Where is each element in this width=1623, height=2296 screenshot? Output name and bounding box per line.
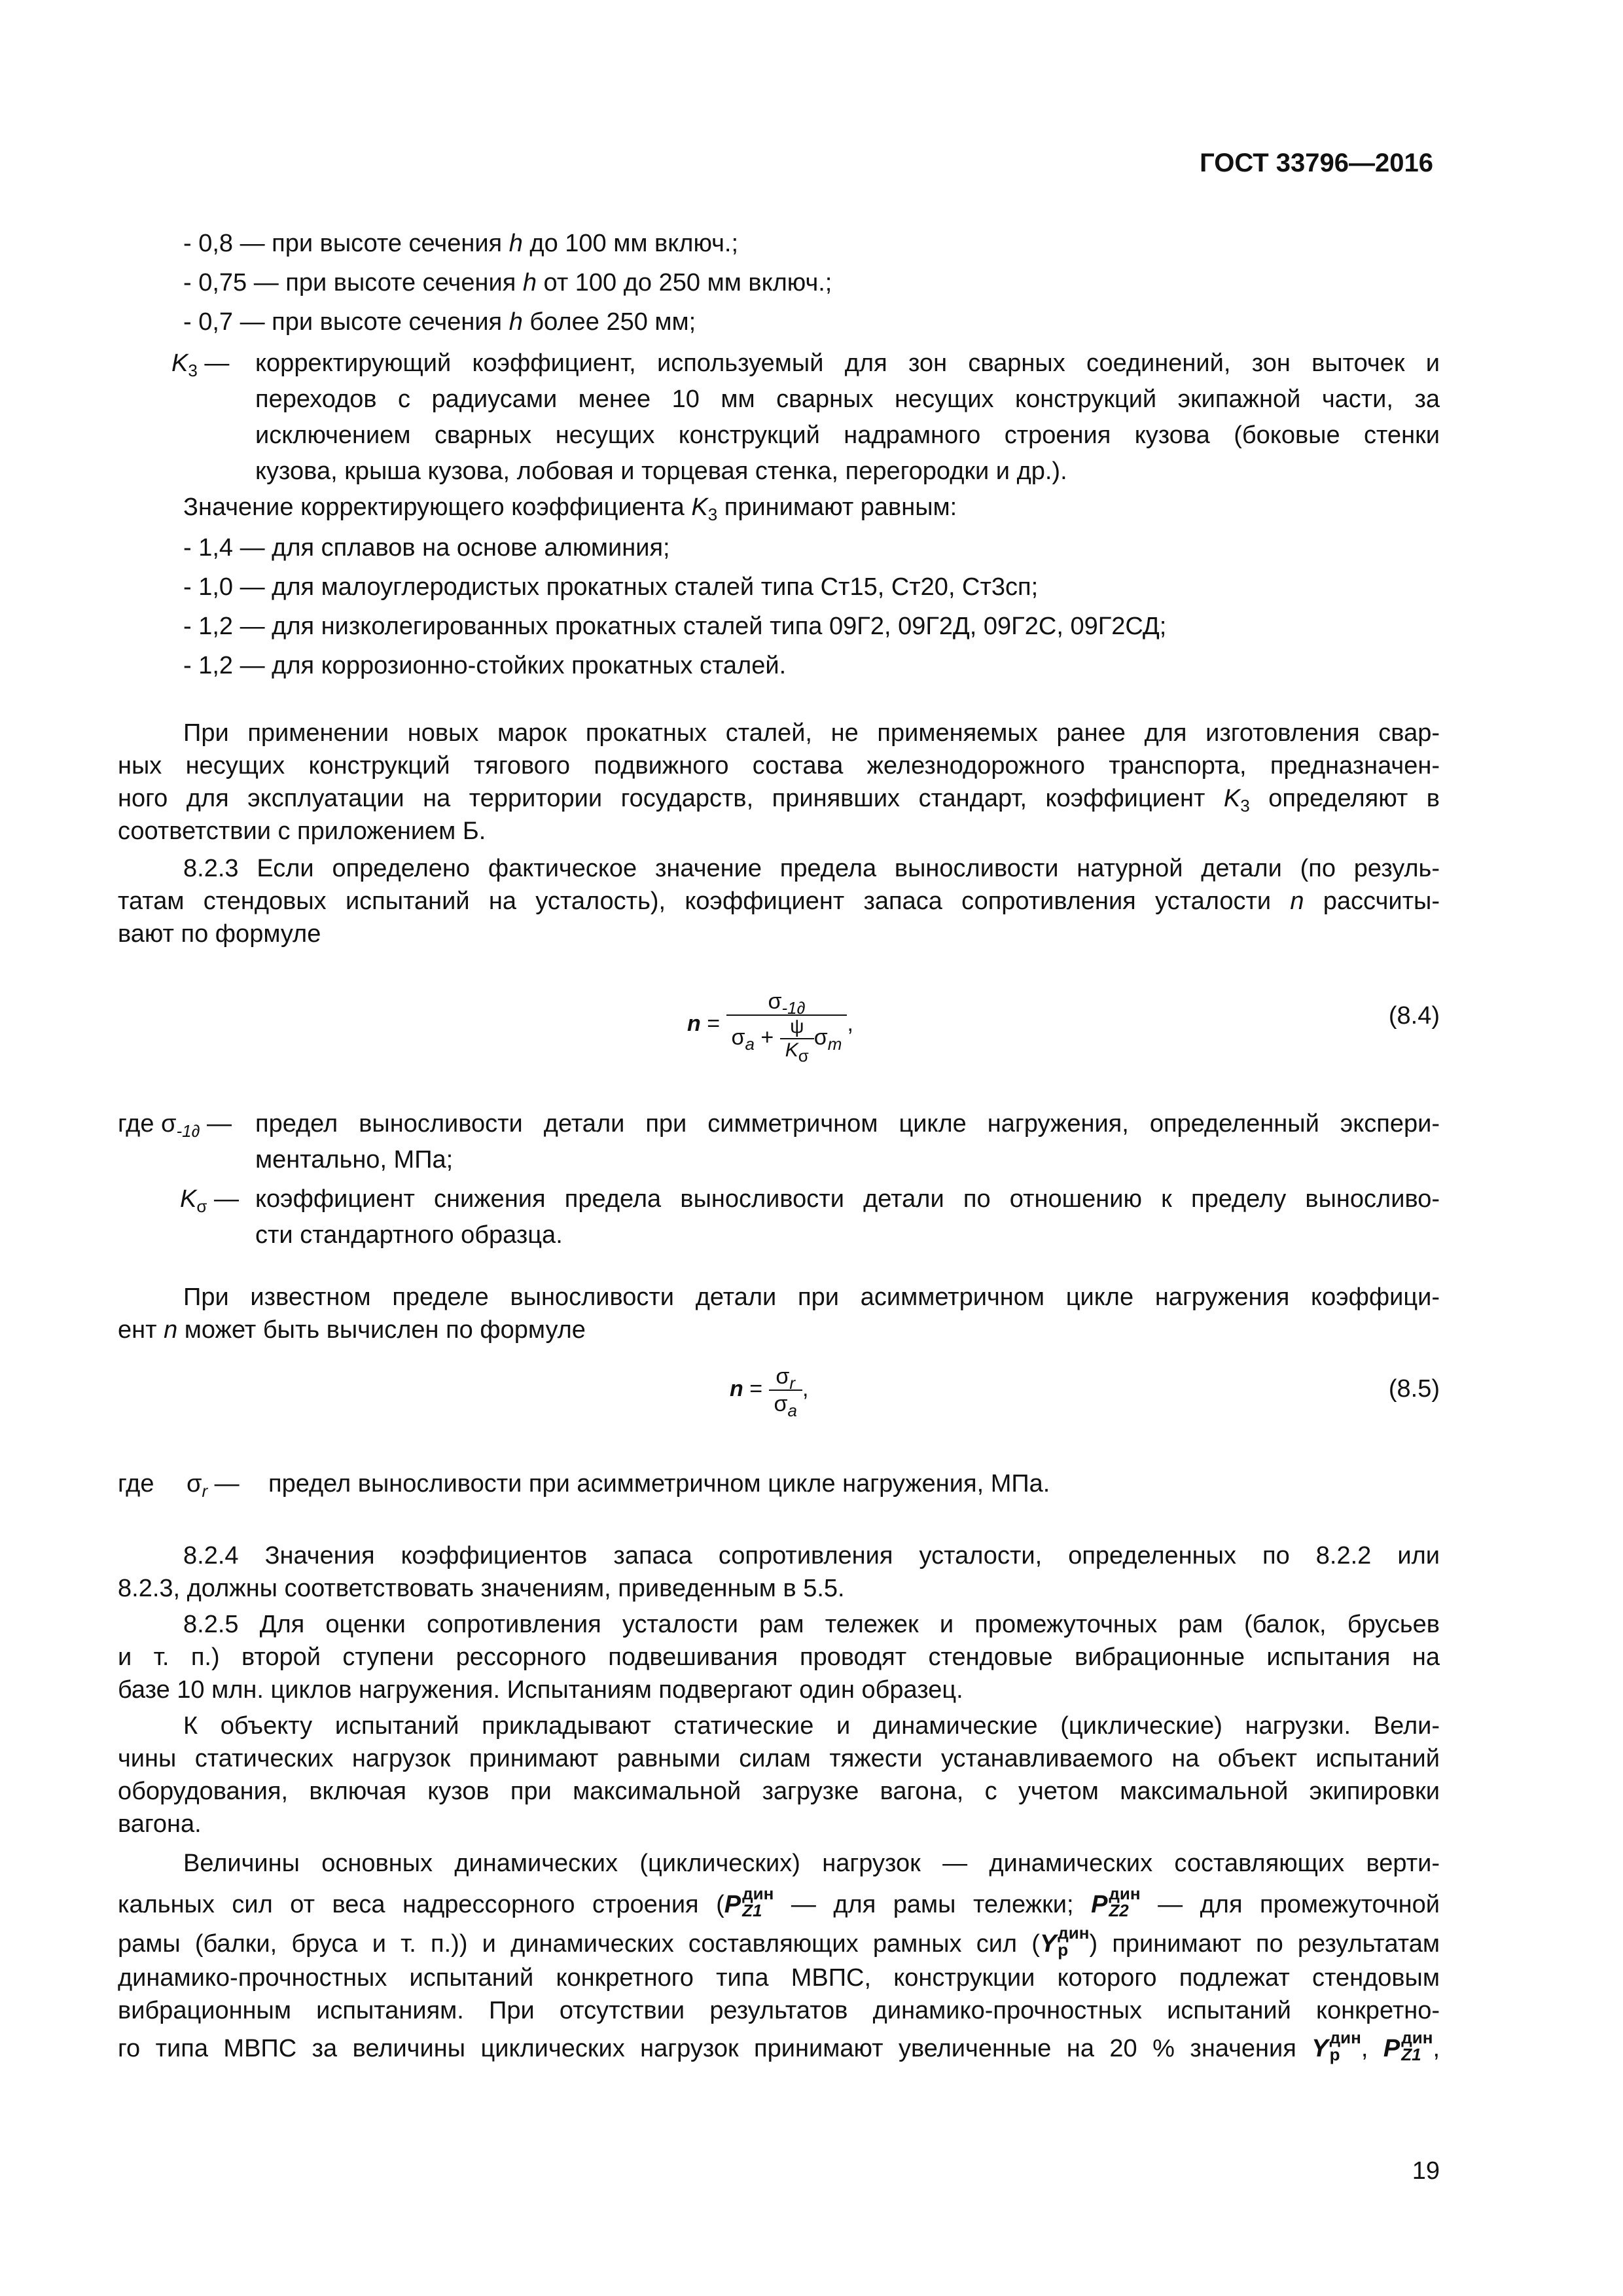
paragraph-line: вают по формуле [118,920,321,948]
sigma-r-symbol: $\sigma_r$ — [187,1470,240,1501]
paragraph-line: При применении новых марок прокатных сталей, не применяемых ранее для изготовления свар- [183,719,1440,747]
paragraph-line: кальных сил от веса надрессорного строения (P дин Z1 — для рамы тележки; P дин Z2 — для промежуточной [118,1884,1440,1920]
list-item: - 1,4 — для сплавов на основе алюминия; [183,534,670,562]
paragraph-line: ент n может быть вычислен по формуле [118,1316,586,1344]
formula-8-5: n = $\frac{\sigma_r}{\sigma_a}$ , [730,1364,809,1420]
paragraph-line: ных несущих конструкций тягового подвижного состава железнодорожного транспорта, предназначен- [118,752,1440,780]
paragraph-line: татам стендовых испытаний на усталость), коэффициент запаса сопротивления усталости n рассчиты- [118,888,1440,915]
list-item: - 0,8 — при высоте сечения h до 100 мм включ.; [183,230,739,257]
where-sigma: где $\sigma_{-1\partial}$ — [118,1110,232,1141]
paragraph-line: 8.2.3, должны соответствовать значениям, приведенным в 5.5. [118,1575,845,1602]
equation-number: (8.5) [1388,1375,1440,1403]
k-sigma-symbol: $K_\sigma$ — [180,1185,239,1216]
paragraph-line: При известном пределе выносливости детали при асимметричном цикле нагружения коэффици- [183,1283,1440,1311]
k3-symbol: $K_3$ — [171,350,230,380]
paragraph-line: ного для эксплуатации на территории государств, принявших стандарт, коэффициент $K_3$ определяют в [118,785,1440,816]
equation-number: (8.4) [1388,1002,1440,1030]
document-header: ГОСТ 33796—2016 [1200,149,1433,177]
paragraph-line: рамы (балки, бруса и т. п.)) и динамических составляющих рамных сил (Y дин р ) принимают по результатам [118,1923,1440,1960]
k3-definition: корректирующий коэффициент, используемый для зон сварных соединений, зон выточек и переходов с радиусами менее 10 мм сварных несущих конструкций экипажной части, за исключением сварных несущих конструкций надрамного строения кузова (боковые стенки кузова, крыша кузова, лобовая и торцевая стенка, перегородки и др.). [255,350,1440,485]
paragraph-line: соответствии с приложением Б. [118,817,486,845]
list-item: - 0,75 — при высоте сечения h от 100 до 250 мм включ.; [183,269,832,296]
fraction: $\frac{\sigma_r}{\sigma_a}$ [769,1363,802,1417]
k-sigma-definition: коэффициент снижения предела выносливости детали по отношению к пределу выносливо- сти стандартного образца. [255,1185,1440,1249]
sigma-definition: предел выносливости детали при симметричном цикле нагружения, определенный экспери- ментально, МПа; [255,1110,1440,1174]
paragraph-line: К объекту испытаний прикладывают статические и динамические (циклические) нагрузки. Вели- [183,1712,1440,1740]
paragraph-line: динамико-прочностных испытаний конкретного типа МВПС, конструкции которого подлежат стендовым [118,1964,1440,1992]
paragraph-line: вагона. [118,1810,202,1838]
list-item: - 1,2 — для низколегированных прокатных сталей типа 09Г2, 09Г2Д, 09Г2С, 09Г2СД; [183,613,1167,640]
list-item: - 0,7 — при высоте сечения h более 250 мм; [183,308,696,336]
list-item: - 1,2 — для коррозионно-стойких прокатных сталей. [183,652,787,679]
paragraph-line: 8.2.4 Значения коэффициентов запаса сопротивления усталости, определенных по 8.2.2 или [183,1542,1440,1570]
list-item: - 1,0 — для малоуглеродистых прокатных сталей типа Ст15, Ст20, Ст3сп; [183,573,1039,601]
paragraph-line: базе 10 млн. циклов нагружения. Испытаниям подвергают один образец. [118,1676,963,1704]
paragraph-line: го типа МВПС за величины циклических нагрузок принимают увеличенные на 20 % значения Y дин р , P дин Z1 , [118,2028,1440,2064]
where-label: где [118,1470,154,1498]
paragraph-line: оборудования, включая кузов при максимальной загрузке вагона, с учетом максимальной экипировки [118,1778,1440,1805]
paragraph-line: и т. п.) второй ступени рессорного подвешивания проводят стендовые вибрационные испытания на [118,1643,1440,1671]
paragraph-line: 8.2.5 Для оценки сопротивления усталости рам тележек и промежуточных рам (балок, брусьев [183,1611,1440,1638]
sigma-r-definition: предел выносливости при асимметричном цикле нагружения, МПа. [268,1470,1050,1498]
fraction: $\sigma_{-1\partial}$ $\sigma_a$ + $\frac{\psi}{K_\sigma}$ $\sigma_m$ [726,988,847,1062]
k3-intro: Значение корректирующего коэффициента $K_3$ принимают равным: [183,493,957,524]
paragraph-line: чины статических нагрузок принимают равными силам тяжести устанавливаемого на объект испытаний [118,1745,1440,1772]
paragraph-line: Величины основных динамических (циклических) нагрузок — динамических составляющих верти- [183,1850,1440,1877]
paragraph-line: вибрационным испытаниям. При отсутствии результатов динамико-прочностных испытаний конкретно- [118,1997,1440,2024]
paragraph-line: 8.2.3 Если определено фактическое значение предела выносливости натурной детали (по резуль- [183,855,1440,882]
page-number: 19 [1412,2157,1440,2185]
formula-8-4: n = $\sigma_{-1\partial}$ $\sigma_a$ + $\frac{\psi}{K_\sigma}$ $\sigma_m$ , [687,989,853,1066]
